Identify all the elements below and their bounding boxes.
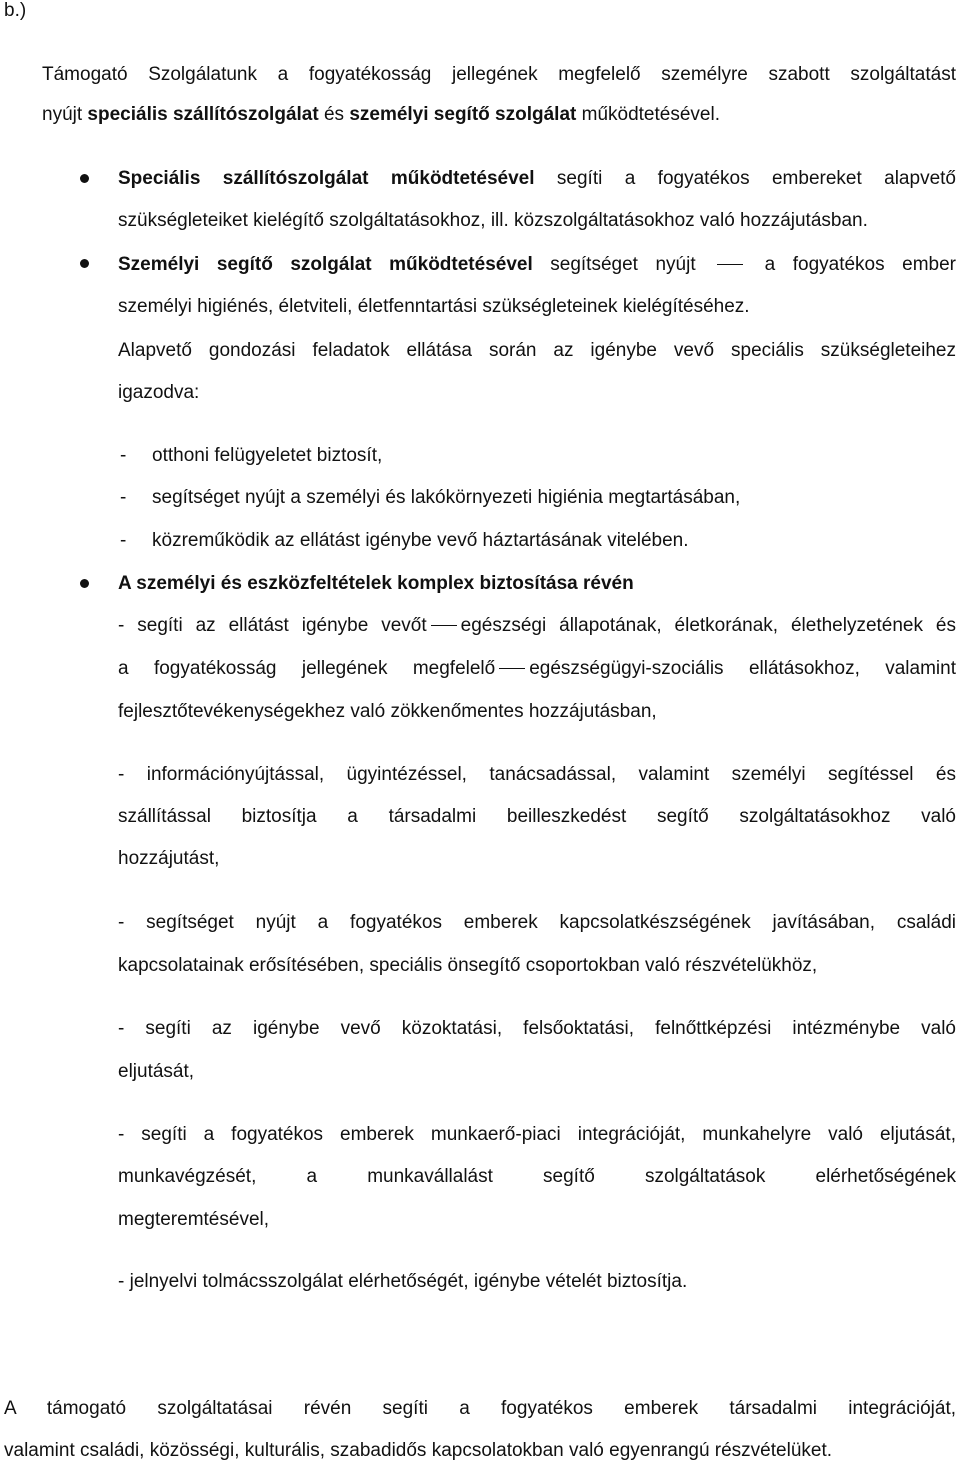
- bullet2-rest-b: a fogyatékos ember: [747, 254, 956, 275]
- bullet2-bold: Személyi segítő szolgálat működtetésével: [118, 254, 533, 275]
- b3-p5-text-1: - segíti a fogyatékos emberek munkaerő-piaci integrációját, munkahelyre való eljutását,: [118, 1124, 956, 1145]
- bullet-icon: [80, 579, 89, 588]
- bullet2-line-2: személyi higiénés, életviteli, életfenntartási szükségleteinek kielégítéséhez.: [118, 296, 750, 317]
- b3-p2-line-2: [118, 804, 956, 830]
- b3-p1-line-2: [118, 656, 956, 682]
- intro-text-2e: működtetésével.: [576, 104, 720, 125]
- dash-item: segítséget nyújt a személyi és lakókörnyezeti higiénia megtartásában,: [152, 487, 741, 508]
- b3-p6-line-1: - jelnyelvi tolmácsszolgálat elérhetőségét, igénybe vételét biztosítja.: [118, 1271, 688, 1292]
- b3-p1-text-1b: egészségi állapotának, életkorának, élethelyzetének és: [460, 615, 957, 636]
- b3-p5-line-2: [118, 1164, 956, 1190]
- bullet3-title: [118, 571, 634, 597]
- b3-p2-line-3: hozzájutást,: [118, 848, 220, 869]
- bullet2-line-4: igazodva:: [118, 382, 200, 403]
- dash-marker: -: [120, 487, 127, 508]
- b3-p5-line-3: megteremtésével,: [118, 1209, 270, 1230]
- bullet2-rest-a: segítséget nyújt: [532, 254, 714, 275]
- intro-bold-transport: speciális szállítószolgálat: [87, 104, 319, 125]
- b3-p1-text-2b: egészségügyi-szociális ellátásokhoz, valamint: [529, 658, 956, 679]
- dash-item: közreműködik az ellátást igénybe vevő háztartásának vitelében.: [152, 530, 689, 551]
- dash-marker: -: [120, 530, 127, 551]
- bullet2-line-3: [118, 338, 956, 364]
- dash-marker: -: [120, 445, 127, 466]
- b3-p1-text-2a: a fogyatékosság jellegének megfelelő: [118, 658, 496, 679]
- b3-p1-line-3: fejlesztőtevékenységekhez való zökkenőmentes hozzájutásban,: [118, 701, 657, 722]
- intro-line-2: [42, 102, 720, 128]
- intro-text-2a: nyújt: [42, 104, 88, 125]
- b3-p2-text-2: szállítással biztosítja a társadalmi beilleszkedést segítő szolgáltatásokhoz való: [118, 806, 956, 827]
- b3-p3-line-1: [118, 910, 956, 936]
- section-heading: b.): [4, 0, 27, 21]
- em-dash: [431, 625, 457, 626]
- bullet-icon: [80, 259, 89, 268]
- intro-line-1: [42, 62, 956, 88]
- b3-p3-text-1: - segítséget nyújt a fogyatékos emberek kapcsolatkészségének javításában, családi: [118, 912, 956, 933]
- b3-p2-text-1: - információnyújtással, ügyintézéssel, tanácsadással, valamint személyi segítéssel és: [118, 764, 956, 785]
- dash-item: otthoni felügyeletet biztosít,: [152, 445, 383, 466]
- closing-line-2: valamint családi, közösségi, kulturális, szabadidős kapcsolatokban való egyenrangú részvételüket.: [4, 1440, 833, 1461]
- bullet1-bold: Speciális szállítószolgálat működtetésével: [118, 168, 535, 189]
- em-dash: [499, 668, 525, 669]
- b3-p5-text-2: munkavégzését, a munkavállalást segítő szolgáltatások elérhetőségének: [118, 1166, 956, 1187]
- b3-p1-text-1a: - segíti az ellátást igénybe vevőt: [118, 615, 427, 636]
- bullet2-text-3: Alapvető gondozási feladatok ellátása során az igénybe vevő speciális szükségleteihez: [118, 340, 956, 361]
- bullet1-rest: segíti a fogyatékos embereket alapvető: [534, 168, 956, 189]
- b3-p4-text-1: - segíti az igénybe vevő közoktatási, felsőoktatási, felnőttképzési intézménybe való: [118, 1018, 956, 1039]
- closing-text-1: A támogató szolgáltatásai révén segíti a fogyatékos emberek társadalmi integrációját,: [4, 1398, 956, 1419]
- bullet2-line-1: [118, 252, 956, 278]
- b3-p3-line-2: kapcsolatainak erősítésében, speciális önsegítő csoportokban való részvételükhöz,: [118, 955, 818, 976]
- intro-bold-personal: személyi segítő szolgálat: [349, 104, 577, 125]
- bullet3-title-text: A személyi és eszközfeltételek komplex biztosítása révén: [118, 573, 634, 594]
- bullet1-line-1: [118, 166, 956, 192]
- b3-p2-line-1: [118, 762, 956, 788]
- intro-text-1: Támogató Szolgálatunk a fogyatékosság jellegének megfelelő személyre szabott szolgáltatást: [42, 64, 956, 85]
- bullet-icon: [80, 174, 89, 183]
- bullet1-line-2: szükségleteiket kielégítő szolgáltatásokhoz, ill. közszolgáltatásokhoz való hozzájutásban.: [118, 210, 868, 231]
- b3-p4-line-2: eljutását,: [118, 1061, 195, 1082]
- b3-p4-line-1: [118, 1016, 956, 1042]
- b3-p1-line-1: [118, 613, 956, 639]
- em-dash: [717, 264, 743, 265]
- closing-line-1: [4, 1396, 956, 1422]
- intro-text-2c: és: [318, 104, 350, 125]
- b3-p5-line-1: [118, 1122, 956, 1148]
